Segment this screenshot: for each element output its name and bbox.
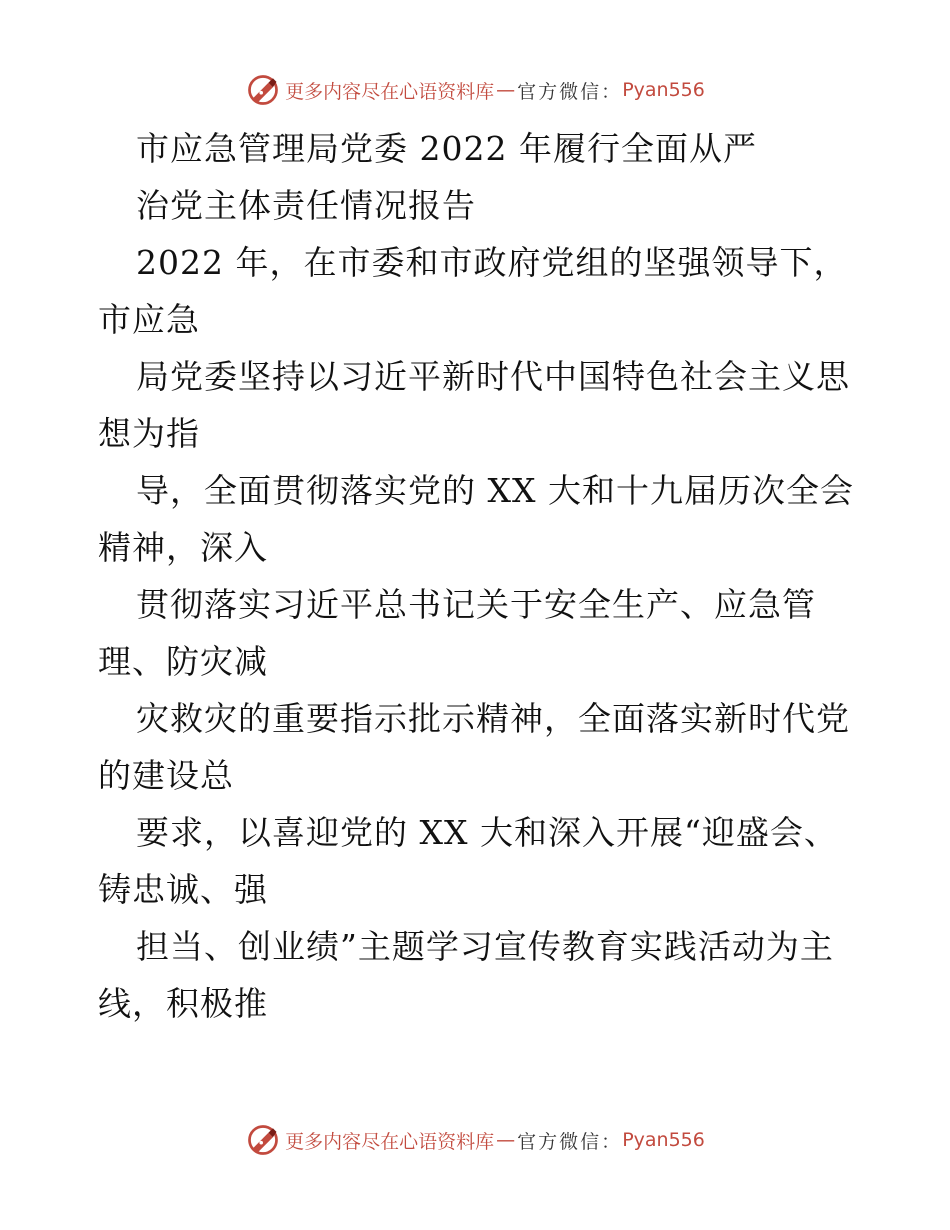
watermark-wechat-id: Pyan556 xyxy=(622,79,705,101)
paragraph-line: 的建设总 xyxy=(98,756,234,795)
paragraph-line: 想为指 xyxy=(98,414,200,453)
paragraph-line: 线，积极推 xyxy=(98,984,268,1023)
watermark-wechat-id: Pyan556 xyxy=(622,1129,705,1151)
document-title-line-2: 治党主体责任情况报告 xyxy=(136,186,476,225)
paragraph-line: 铸忠诚、强 xyxy=(98,870,268,909)
paragraph-line: 导，全面贯彻落实党的 XX 大和十九届历次全会 xyxy=(136,471,854,510)
watermark-dash: — xyxy=(496,79,516,101)
footer-watermark xyxy=(0,1120,950,1160)
watermark-label: 官方微信： xyxy=(517,1130,623,1153)
watermark-dash: — xyxy=(496,1129,516,1151)
paragraph-line: 灾救灾的重要指示批示精神，全面落实新时代党 xyxy=(136,699,850,738)
paragraph-line: 市应急 xyxy=(98,300,200,339)
paragraph-line: 贯彻落实习近平总书记关于安全生产、应急管 xyxy=(136,585,816,624)
paragraph-line: 理、防灾减 xyxy=(98,642,268,681)
watermark-main-text: 更多内容尽在心语资料库 xyxy=(285,1130,495,1153)
paragraph-line: 2022 年，在市委和市政府党组的坚强领导下， xyxy=(136,243,848,282)
header-watermark xyxy=(0,70,950,110)
pen-nib-logo-icon xyxy=(245,72,281,108)
paragraph-line: 精神，深入 xyxy=(98,528,268,567)
document-body xyxy=(98,120,858,1032)
watermark-main-text: 更多内容尽在心语资料库 xyxy=(285,80,495,103)
paragraph-line: 要求，以喜迎党的 XX 大和深入开展“迎盛会、 xyxy=(136,813,838,852)
watermark-label: 官方微信： xyxy=(517,80,623,103)
paragraph-line: 局党委坚持以习近平新时代中国特色社会主义思 xyxy=(136,357,850,396)
paragraph-line: 担当、创业绩”主题学习宣传教育实践活动为主 xyxy=(136,927,834,966)
pen-nib-logo-icon xyxy=(245,1122,281,1158)
document-title-line-1: 市应急管理局党委 2022 年履行全面从严 xyxy=(136,129,757,168)
